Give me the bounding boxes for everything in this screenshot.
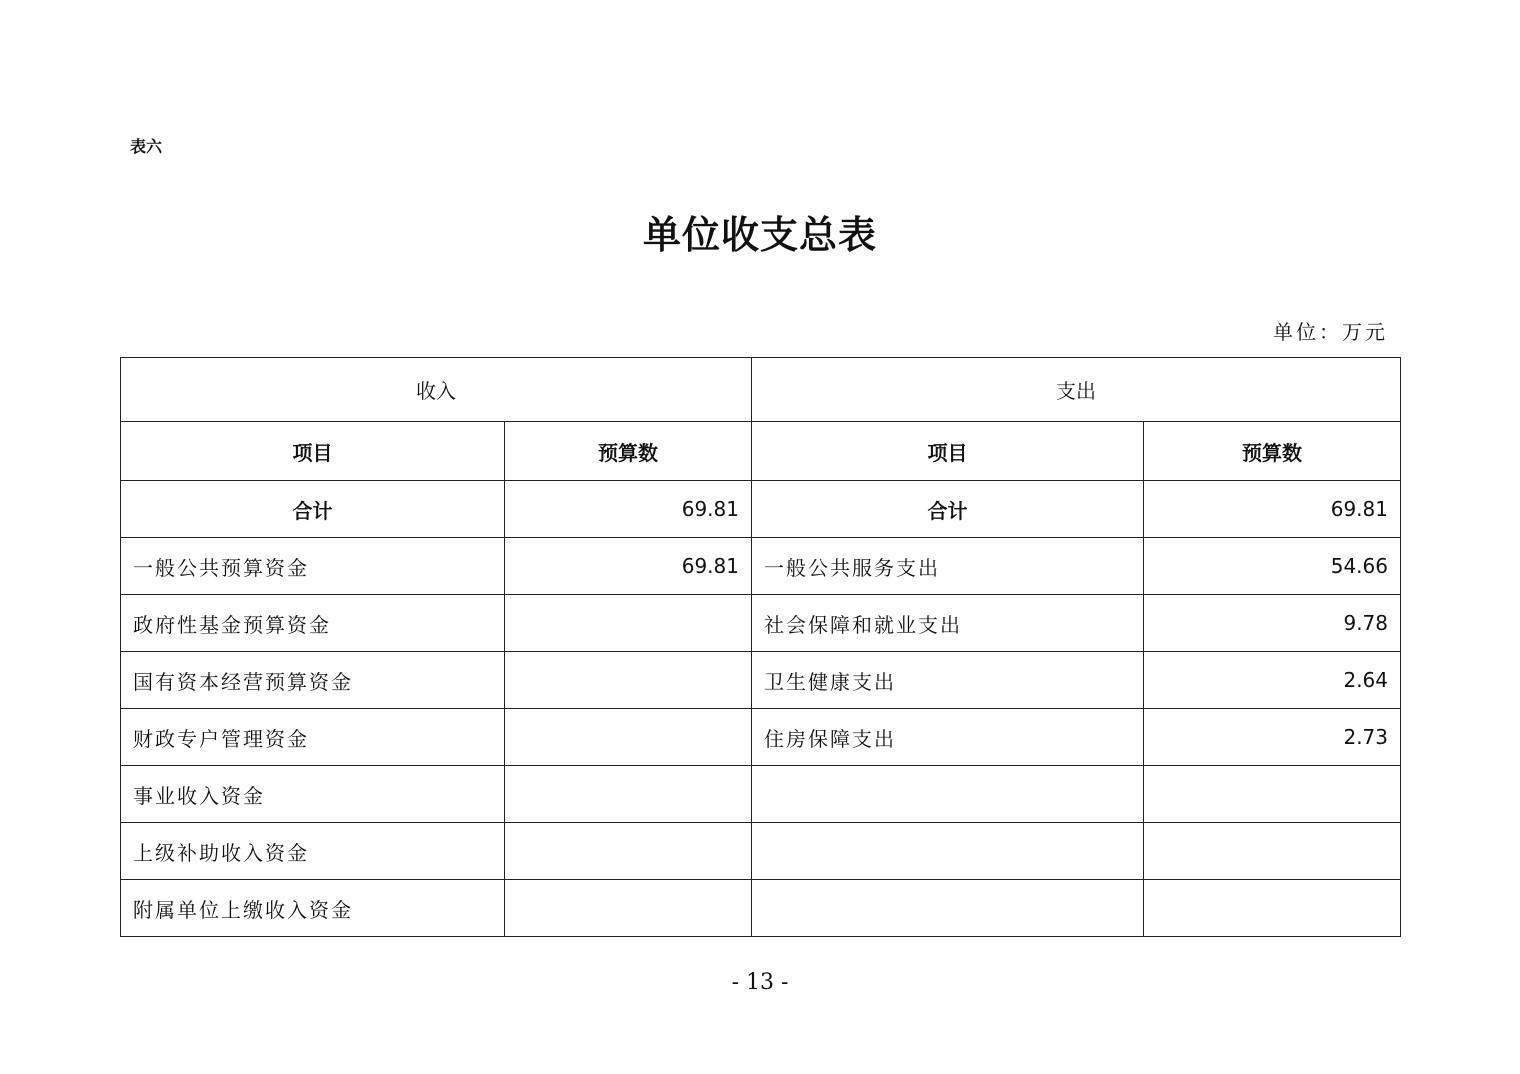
income-item: 财政专户管理资金 [121, 709, 505, 766]
expense-budget-header: 预算数 [1144, 422, 1401, 481]
income-item: 上级补助收入资金 [121, 823, 505, 880]
expense-amount: 2.73 [1144, 709, 1401, 766]
income-item-header: 项目 [121, 422, 505, 481]
expense-item: 卫生健康支出 [752, 652, 1144, 709]
table-row [121, 880, 1401, 937]
expense-section-header: 支出 [752, 358, 1401, 422]
expense-item-header: 项目 [752, 422, 1144, 481]
expense-item: 社会保障和就业支出 [752, 595, 1144, 652]
table-row [121, 538, 1401, 595]
expense-amount: 9.78 [1144, 595, 1401, 652]
expense-item [752, 766, 1144, 823]
income-item: 政府性基金预算资金 [121, 595, 505, 652]
income-expense-table [120, 357, 1401, 937]
income-total-label: 合计 [121, 481, 505, 538]
expense-amount [1144, 823, 1401, 880]
page-number: - 13 - [731, 970, 789, 995]
table-row [121, 709, 1401, 766]
unit-label: 单位：万元 [1273, 320, 1388, 344]
expense-amount [1144, 880, 1401, 937]
expense-amount [1144, 766, 1401, 823]
table-row [121, 766, 1401, 823]
income-amount [505, 709, 752, 766]
income-amount [505, 823, 752, 880]
page-title: 单位收支总表 [642, 212, 877, 257]
income-amount: 69.81 [505, 538, 752, 595]
income-total-value: 69.81 [505, 481, 752, 538]
income-item: 国有资本经营预算资金 [121, 652, 505, 709]
expense-item: 住房保障支出 [752, 709, 1144, 766]
total-row [121, 481, 1401, 538]
income-amount [505, 595, 752, 652]
expense-amount: 54.66 [1144, 538, 1401, 595]
income-amount [505, 652, 752, 709]
expense-total-value: 69.81 [1144, 481, 1401, 538]
table-row [121, 595, 1401, 652]
expense-item [752, 880, 1144, 937]
income-section-header: 收入 [121, 358, 752, 422]
income-amount [505, 880, 752, 937]
table-row [121, 823, 1401, 880]
expense-total-label: 合计 [752, 481, 1144, 538]
income-item: 一般公共预算资金 [121, 538, 505, 595]
expense-item: 一般公共服务支出 [752, 538, 1144, 595]
table-row [121, 652, 1401, 709]
expense-amount: 2.64 [1144, 652, 1401, 709]
income-budget-header: 预算数 [505, 422, 752, 481]
table-label: 表六 [130, 137, 163, 156]
income-amount [505, 766, 752, 823]
income-item: 事业收入资金 [121, 766, 505, 823]
column-header-row [121, 422, 1401, 481]
section-header-row [121, 358, 1401, 422]
income-item: 附属单位上缴收入资金 [121, 880, 505, 937]
expense-item [752, 823, 1144, 880]
